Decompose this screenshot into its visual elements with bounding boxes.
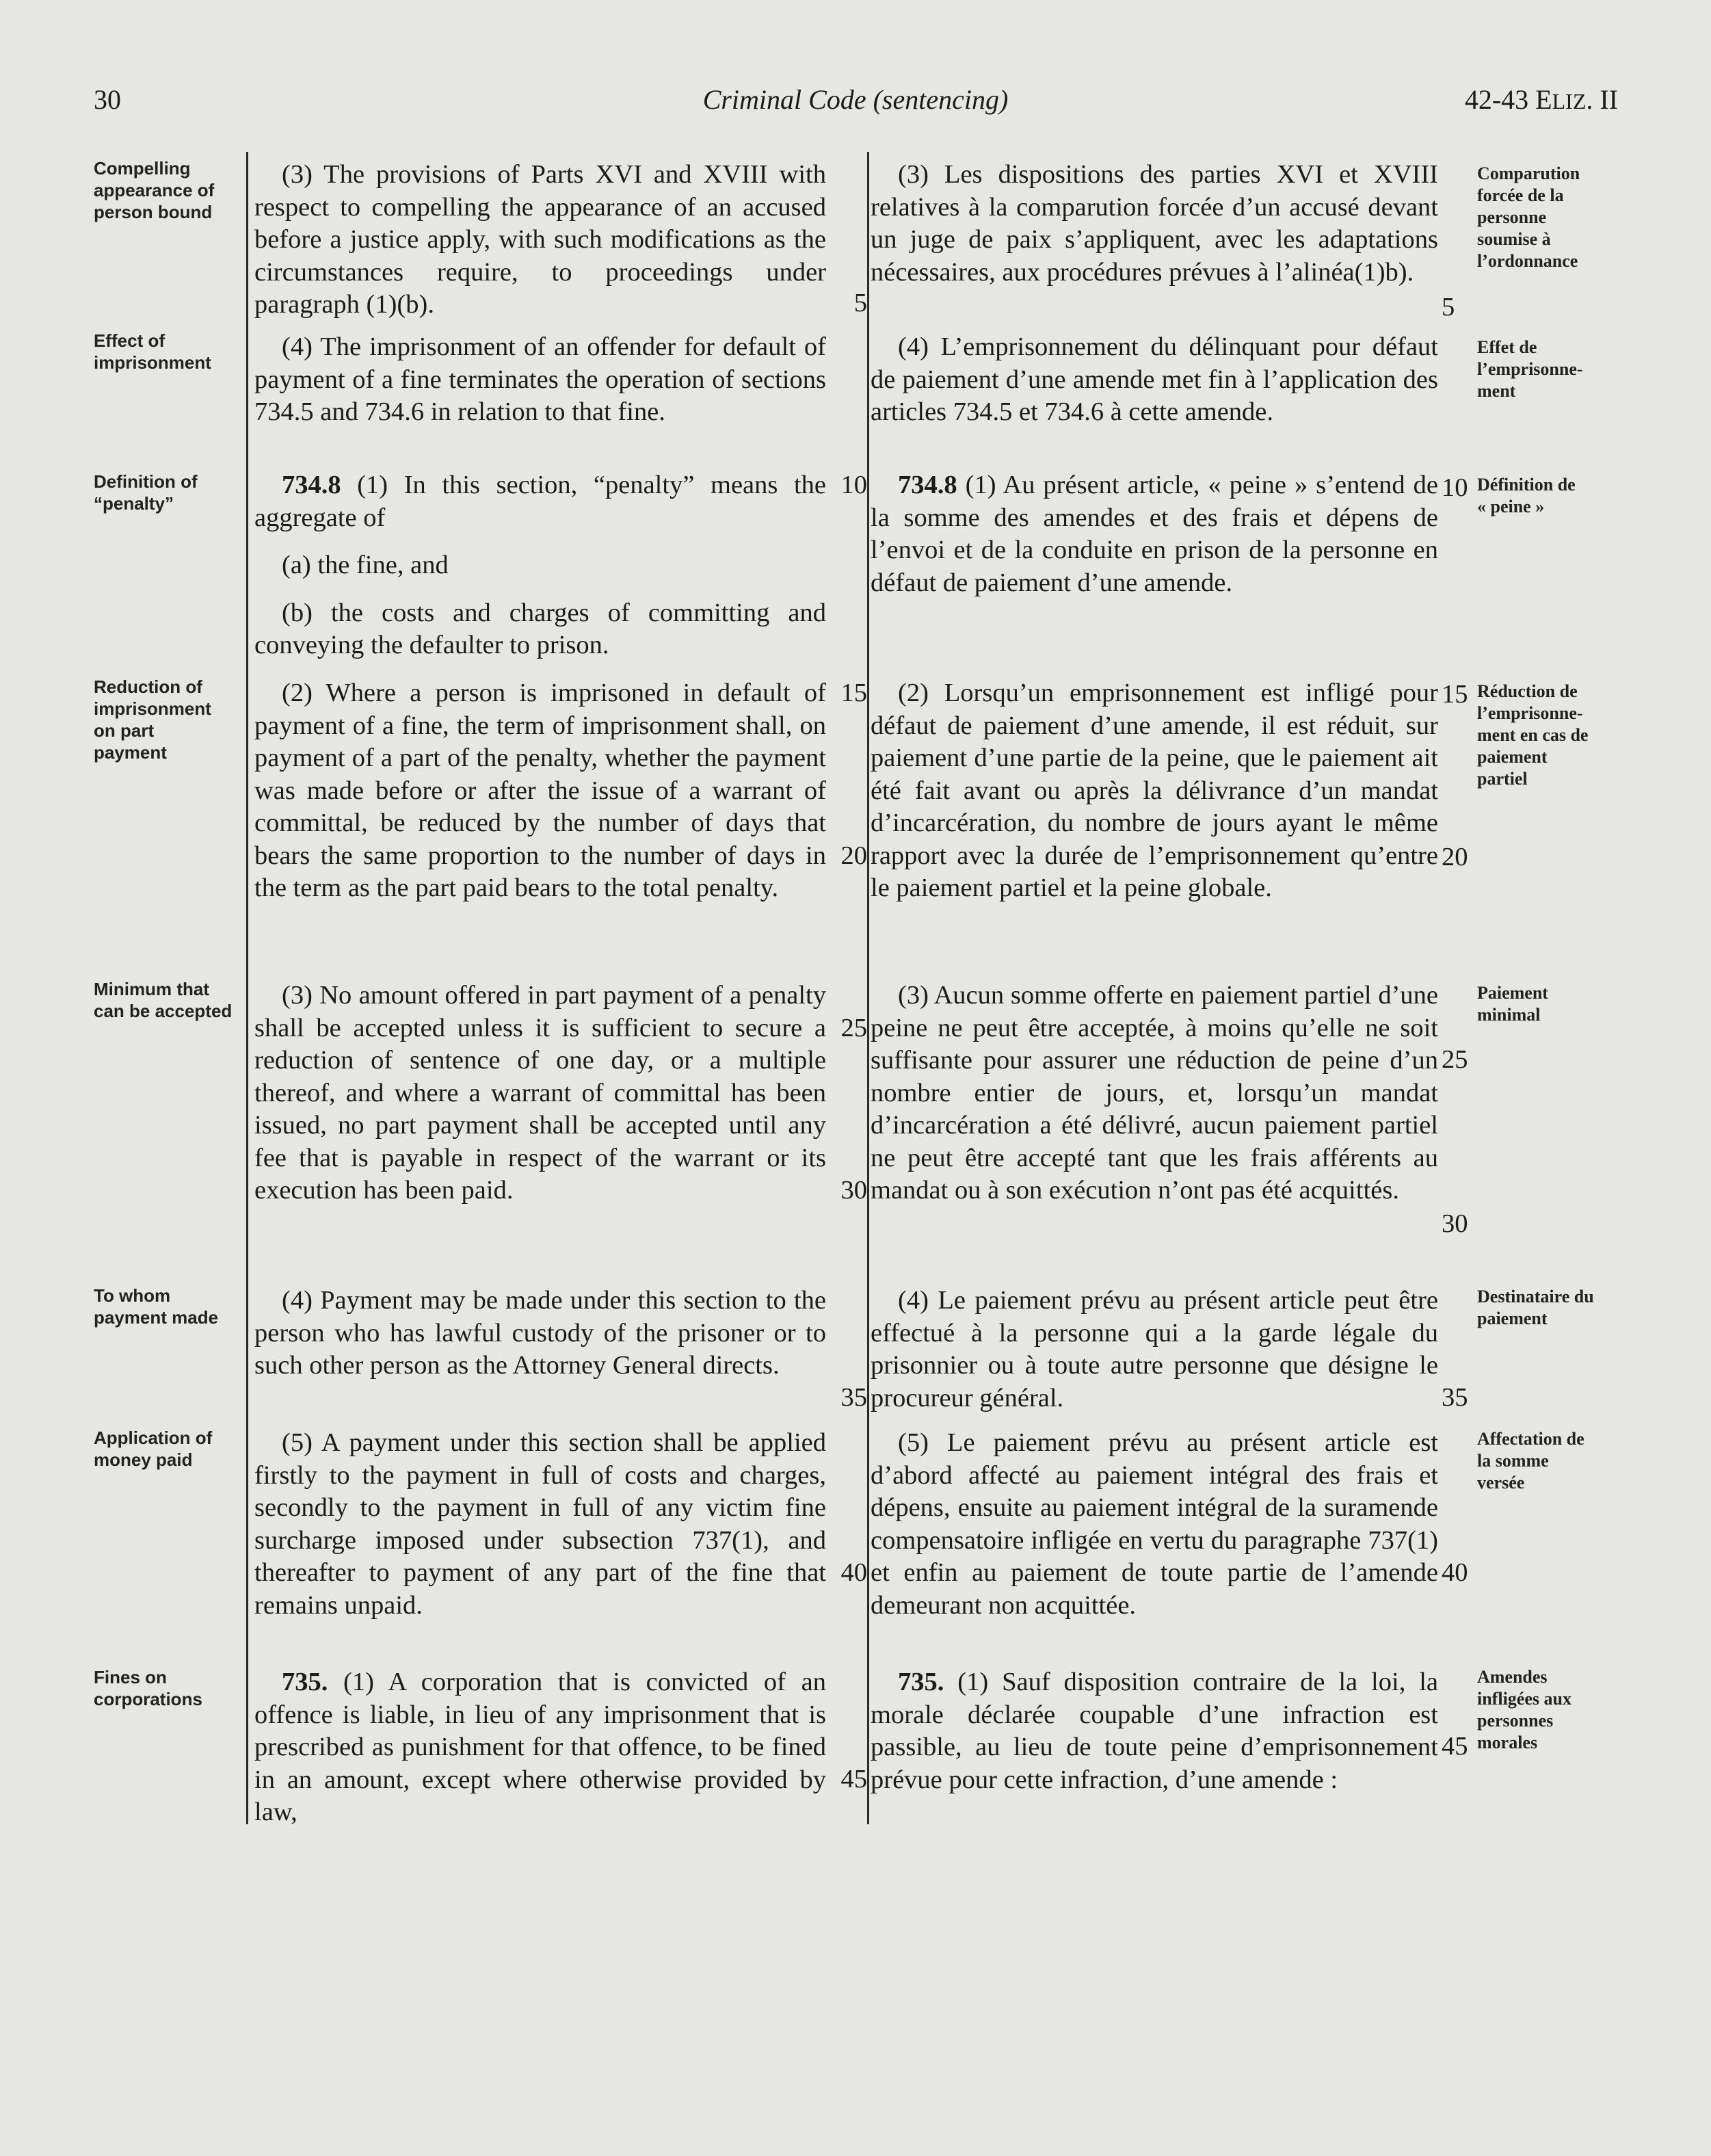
- line-number: 45: [1442, 1732, 1468, 1761]
- line-number: 5: [853, 289, 867, 317]
- running-title: Criminal Code (sentencing): [702, 84, 1009, 115]
- section-text: (1) Sauf disposition contraire de la loi, la morale déclarée coupable d’une infraction est passible, au lieu de toute peine d’emprisonnement prévue pour cette infraction, d’une amende :: [871, 1668, 1438, 1794]
- line-number: 20: [1442, 843, 1468, 871]
- en-section-734-8: [254, 469, 826, 662]
- line-number: 25: [840, 1014, 867, 1042]
- fr-paragraph: (4) L’emprisonnement du délinquant pour défaut de paiement d’une amende met fin à l’application des articles 734.5 et 734.6 à cette amende.: [871, 332, 1438, 426]
- section-text: (1) Au présent article, « peine » s’entend de la somme des amendes et des frais et dépens de l’envoi et de la conduite en prison de la personne en défaut de paiement d’une amende.: [871, 471, 1439, 597]
- margin-note-fr: Destinataire du paiement: [1477, 1287, 1594, 1328]
- margin-note-fr: Paiement minimal: [1477, 983, 1548, 1025]
- section-text: (1) In this section, “penalty” means the aggregate of: [254, 471, 827, 532]
- line-number: 40: [840, 1558, 867, 1587]
- margin-note-en: Minimum that can be accepted: [94, 979, 233, 1021]
- line-number: 30: [840, 1176, 867, 1205]
- margin-note-fr: Effet de l’emprisonne- ment: [1477, 337, 1583, 401]
- line-number: 40: [1442, 1558, 1468, 1587]
- section-number: 734.8: [898, 471, 957, 499]
- margin-note-en: To whom payment made: [94, 1285, 219, 1328]
- fr-section-735: [871, 1666, 1438, 1796]
- margin-note-en: Compelling appearance of person bound: [94, 158, 215, 222]
- en-paragraph: (4) The imprisonment of an offender for default of payment of a fine terminates the operation of sections 734.5 and 734.6 in relation to that fine.: [254, 332, 826, 426]
- page-number: 30: [94, 84, 121, 115]
- en-paragraph: (3) No amount offered in part payment of a penalty shall be accepted unless it is sufficient to secure a reduction of sentence of one day, or a multiple thereof, and where a warrant of committal has been issued, no part payment shall be accepted until any fee that is payable in respect of the warrant or its execution has been paid.: [254, 981, 826, 1205]
- fr-paragraph: (2) Lorsqu’un emprisonnement est infligé pour défaut de paiement d’une amende, il est réduit, sur paiement d’une partie de la peine, que le paiement ait été fait avant ou après la délivrance d’un mandat d’incarcération, du nombre de jours ayant le même rapport avec la durée de l’emprisonnement qu’entre le paiement partiel et la peine globale.: [871, 679, 1438, 902]
- line-number: 25: [1442, 1045, 1468, 1074]
- en-section-735: [254, 1666, 826, 1829]
- margin-note-en: Definition of “penalty”: [94, 471, 198, 514]
- margin-note-fr: Réduction de l’emprisonne- ment en cas de paiement partiel: [1477, 681, 1589, 789]
- en-paragraph: (4) Payment may be made under this section to the person who has lawful custody of the prisoner or to such other person as the Attorney General directs.: [254, 1286, 826, 1380]
- section-number: 735.: [898, 1668, 944, 1696]
- line-number: 35: [1442, 1383, 1468, 1412]
- center-column-rule: [867, 152, 869, 1824]
- fr-paragraph: (3) Les dispositions des parties XVI et XVIII relatives à la comparution forcée d’un accusé devant un juge de paix s’appliquent, avec les adaptations nécessaires, aux procédures prévues à l’alinéa(1)b).: [871, 160, 1438, 287]
- margin-note-en: Reduction of imprisonment on part payment: [94, 676, 211, 763]
- line-number: 20: [840, 841, 867, 870]
- fr-paragraph: (3) Aucun somme offerte en paiement partiel d’une peine ne peut être acceptée, à moins qu’elle ne soit suffisante pour assurer une réduction de peine d’un nombre entier de jours, et, lorsqu’un mandat d’incarcération a été délivré, aucun paiement partiel ne peut être accepté tant que les frais afférents au mandat ou à son exécution n’ont pas été acquittés.: [871, 981, 1438, 1205]
- margin-note-en: Application of money paid: [94, 1428, 213, 1470]
- en-clause-b: (b) the costs and charges of committing and conveying the defaulter to prison.: [254, 598, 826, 659]
- regnal-year: 42-43 ELIZ. II: [1464, 84, 1618, 115]
- line-number: 10: [1442, 473, 1468, 502]
- en-paragraph: (5) A payment under this section shall be applied firstly to the payment in full of costs and charges, secondly to the payment in full of any victim fine surcharge imposed under subsection 737(1), and thereafter to payment of any part of the fine that remains unpaid.: [254, 1428, 826, 1620]
- line-number: 10: [840, 471, 867, 499]
- margin-note-fr: Affectation de la somme versée: [1477, 1429, 1584, 1493]
- line-number: 30: [1442, 1209, 1468, 1238]
- line-number: 35: [840, 1383, 867, 1412]
- en-paragraph: (2) Where a person is imprisoned in default of payment of a fine, the term of imprisonment shall, on payment of a part of the penalty, whether the payment was made before or after the issue of a warrant of committal, be reduced by the number of days that bears the same proportion to the number of days in the term as the part paid bears to the total penalty.: [254, 679, 826, 902]
- line-number: 15: [1442, 680, 1468, 709]
- section-text: (1) A corporation that is convicted of an offence is liable, in lieu of any imprisonment that is prescribed as punishment for that offence, to be fined in an amount, except where otherwise provided by law,: [254, 1668, 826, 1826]
- line-number: 45: [840, 1765, 867, 1793]
- fr-section-734-8: [871, 469, 1438, 599]
- margin-note-en: Effect of imprisonment: [94, 330, 211, 373]
- section-number: 734.8: [282, 471, 341, 499]
- fr-paragraph: (4) Le paiement prévu au présent article peut être effectué à la personne qui a la garde légale du prisonnier ou à toute autre personne que désigne le procureur général.: [871, 1286, 1438, 1412]
- margin-note-fr: Définition de « peine »: [1477, 475, 1576, 516]
- fr-paragraph: (5) Le paiement prévu au présent article est d’abord affecté au paiement intégral des frais et dépens, ensuite au paiement intégral de la suramende compensatoire infligée en vertu du paragraphe 737(1) et enfin au paiement de toute partie de l’amende demeurant non acquittée.: [871, 1428, 1438, 1620]
- line-number: 5: [1442, 293, 1455, 321]
- margin-note-en: Fines on corporations: [94, 1667, 202, 1709]
- section-number: 735.: [282, 1668, 328, 1696]
- left-column-rule: [246, 152, 248, 1824]
- en-paragraph: (3) The provisions of Parts XVI and XVIII with respect to compelling the appearance of an accused before a justice apply, with such modifications as the circumstances require, to proceedings under paragraph (1)(b).: [254, 160, 826, 319]
- line-number: 15: [840, 679, 867, 707]
- margin-note-fr: Comparution forcée de la personne soumise à l’ordonnance: [1477, 163, 1580, 271]
- en-clause-a: (a) the fine, and: [282, 551, 449, 579]
- margin-note-fr: Amendes infligées aux personnes morales: [1477, 1667, 1571, 1752]
